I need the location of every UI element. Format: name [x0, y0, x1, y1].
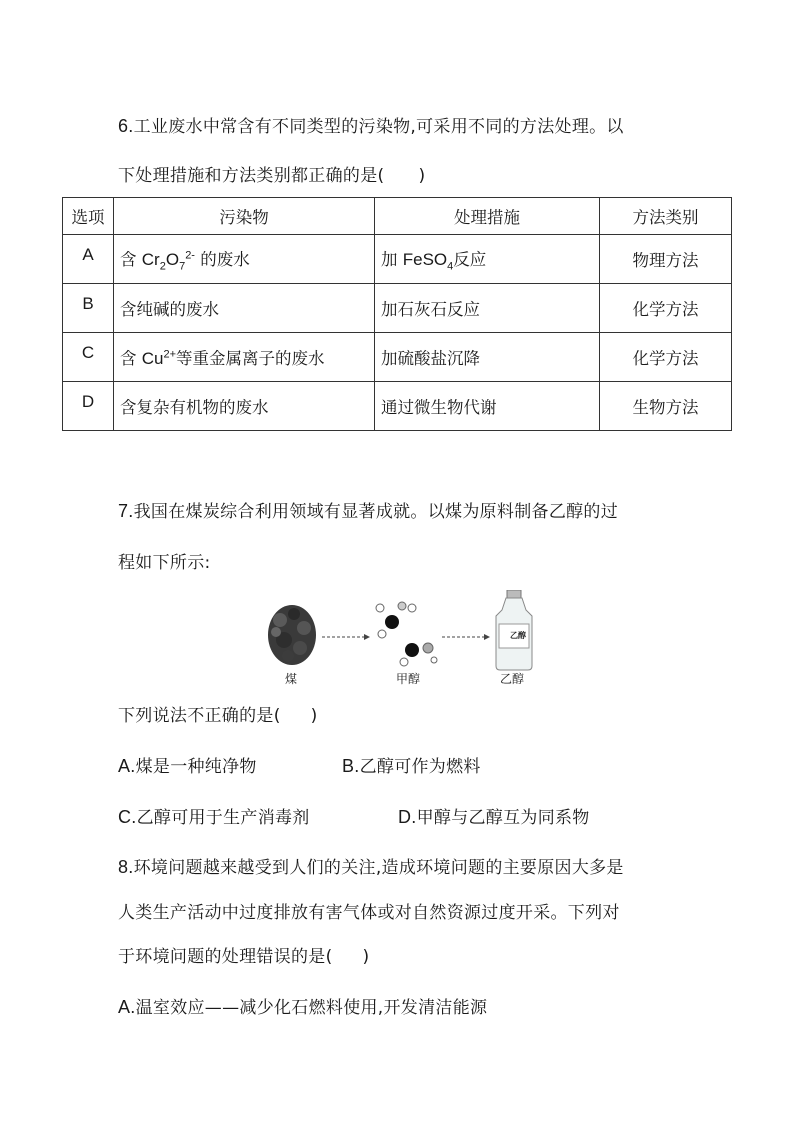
row-category: 生物方法	[600, 382, 732, 431]
table-header-row	[63, 198, 732, 235]
q8-stem-line2: 人类生产活动中过度排放有害气体或对自然资源过度开采。下列对	[118, 903, 620, 923]
row-category: 化学方法	[600, 333, 732, 382]
row-option: B	[63, 284, 114, 333]
q7-question: 下列说法不正确的是( )	[118, 706, 318, 726]
coal-to-ethanol-figure	[262, 590, 542, 690]
q6-stem-line1: 6.工业废水中常含有不同类型的污染物,可采用不同的方法处理。以	[118, 116, 624, 137]
q7-stem-line2: 程如下所示:	[118, 553, 211, 573]
q8-stem-line3: 于环境问题的处理错误的是( )	[118, 947, 370, 967]
row-measure: 加硫酸盐沉降	[375, 333, 600, 382]
q7-option-c: C.乙醇可用于生产消毒剂	[118, 807, 310, 828]
row-pollutant: 含 $Cr_2O_7^{2-}$ 的废水	[114, 235, 375, 284]
table-row	[63, 382, 732, 431]
row-measure: 加石灰石反应	[375, 284, 600, 333]
row-option: D	[63, 382, 114, 431]
header-option: 选项	[63, 198, 114, 235]
row-pollutant: 含纯碱的废水	[114, 284, 375, 333]
q8-stem-line1: 8.环境问题越来越受到人们的关注,造成环境问题的主要原因大多是	[118, 857, 624, 878]
row-option: C	[63, 333, 114, 382]
q7-stem-line1: 7.我国在煤炭综合利用领域有显著成就。以煤为原料制备乙醇的过	[118, 501, 619, 522]
q6-table	[62, 197, 732, 431]
q8-option-a: A.温室效应——减少化石燃料使用,开发清洁能源	[118, 997, 488, 1018]
row-category: 化学方法	[600, 284, 732, 333]
table-row	[63, 235, 732, 284]
header-pollutant: 污染物	[114, 198, 375, 235]
table-row	[63, 284, 732, 333]
table-row	[63, 333, 732, 382]
row-pollutant: 含复杂有机物的废水	[114, 382, 375, 431]
ferrous-sulfate-formula: FeSO$_4$	[402, 249, 454, 273]
copper-ion-formula: $Cu^{2+}$	[141, 348, 177, 368]
q7-option-a: A.煤是一种纯净物	[118, 756, 257, 777]
row-option: A	[63, 235, 114, 284]
row-category: 物理方法	[600, 235, 732, 284]
header-measure: 处理措施	[375, 198, 600, 235]
row-measure: 通过微生物代谢	[375, 382, 600, 431]
figure-label-coal: 煤	[285, 672, 298, 686]
arrow-icon	[442, 634, 490, 640]
q8-number: 8.	[118, 857, 134, 877]
row-pollutant: 含 $Cu^{2+}$等重金属离子的废水	[114, 333, 375, 382]
figure-label-ethanol: 乙醇	[500, 672, 525, 686]
coal-image	[268, 605, 316, 665]
bottle-label: 乙醇	[510, 631, 526, 640]
figure-label-methanol: 甲醇	[396, 672, 421, 686]
q6-stem-line2: 下处理措施和方法类别都正确的是( )	[118, 166, 426, 186]
q6-number: 6.	[118, 116, 134, 136]
q7-number: 7.	[118, 501, 134, 521]
q7-option-d: D.甲醇与乙醇互为同系物	[398, 807, 590, 828]
dichromate-formula: $Cr_2O_7^{2-}$	[141, 249, 195, 273]
row-measure: 加 FeSO$_4$反应	[375, 235, 600, 284]
methanol-molecule	[376, 602, 437, 666]
q7-option-b: B.乙醇可作为燃料	[342, 756, 481, 777]
arrow-icon	[322, 634, 370, 640]
header-category: 方法类别	[600, 198, 732, 235]
